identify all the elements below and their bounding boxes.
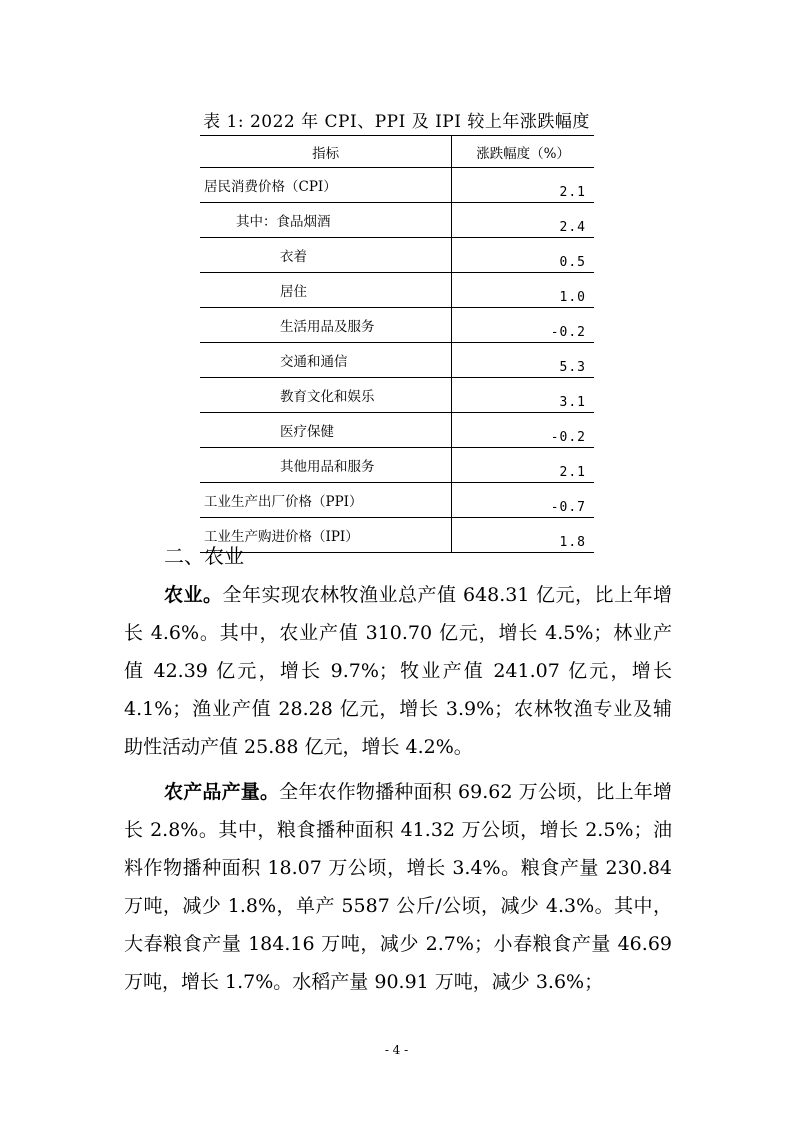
price-index-table [200,135,594,553]
table-row [200,448,594,483]
page-number: - 4 - [384,1043,409,1057]
row-label: 医疗保健 [200,413,452,448]
row-label: 交通和通信 [200,343,452,378]
row-label: 衣着 [200,238,452,273]
table-row [200,203,594,238]
paragraph-crop-output [124,773,672,1001]
row-value: 5.3 [452,343,594,378]
row-value: 2.1 [452,448,594,483]
row-label: 居民消费价格（CPI） [200,168,452,203]
row-label: 教育文化和娱乐 [200,378,452,413]
row-label: 其中：食品烟酒 [200,203,452,238]
table-row [200,308,594,343]
row-value: 1.0 [452,273,594,308]
paragraph-text: 全年农作物播种面积 69.62 万公顷，比上年增长 2.8%。其中，粮食播种面积 41.32 万公顷，增长 2.5%；油料作物播种面积 18.07 万公顷，增长 3.4%。粮食产量 230.84 万吨，减少 1.8%，单产 5587 公斤/公顷，减少 4.3%。其中，大春粮食产量 184.16 万吨，减少 2.7%；小春粮食产量 46.69 万吨，增长 1.7%。水稻产量 90.91 万吨，减少 3.6%； [124,781,672,993]
row-label: 居住 [200,273,452,308]
row-value: -0.2 [452,413,594,448]
row-value: 1.8 [452,518,594,553]
row-value: 0.5 [452,238,594,273]
row-label: 工业生产购进价格（IPI） [200,518,452,553]
row-label: 工业生产出厂价格（PPI） [200,483,452,518]
table-row [200,273,594,308]
table-header-row [200,136,594,168]
row-value: -0.7 [452,483,594,518]
table-row [200,168,594,203]
row-value: 2.1 [452,168,594,203]
table-caption: 表 1: 2022 年 CPI、PPI 及 IPI 较上年涨跌幅度 [203,112,590,132]
paragraph-lead: 农产品产量。 [164,781,280,803]
row-label: 其他用品和服务 [200,448,452,483]
table-row [200,518,594,553]
paragraph-lead: 农业。 [164,584,223,606]
paragraph-agriculture [124,576,672,766]
table-row [200,238,594,273]
section-heading: 二、农业 [164,544,244,568]
table-row [200,378,594,413]
paragraph-text: 全年实现农林牧渔业总产值 648.31 亿元，比上年增长 4.6%。其中，农业产值 310.70 亿元，增长 4.5%；林业产值 42.39 亿元，增长 9.7%；牧业产值 241.07 亿元，增长 4.1%；渔业产值 28.28 亿元，增长 3.9%；农林牧渔专业及辅助性活动产值 25.88 亿元，增长 4.2%。 [124,584,672,758]
row-value: -0.2 [452,308,594,343]
row-value: 2.4 [452,203,594,238]
table-row [200,343,594,378]
row-value: 3.1 [452,378,594,413]
column-header-change: 涨跌幅度（%） [452,136,594,168]
column-header-indicator: 指标 [200,136,452,168]
row-label: 生活用品及服务 [200,308,452,343]
table-row [200,413,594,448]
table-row [200,483,594,518]
